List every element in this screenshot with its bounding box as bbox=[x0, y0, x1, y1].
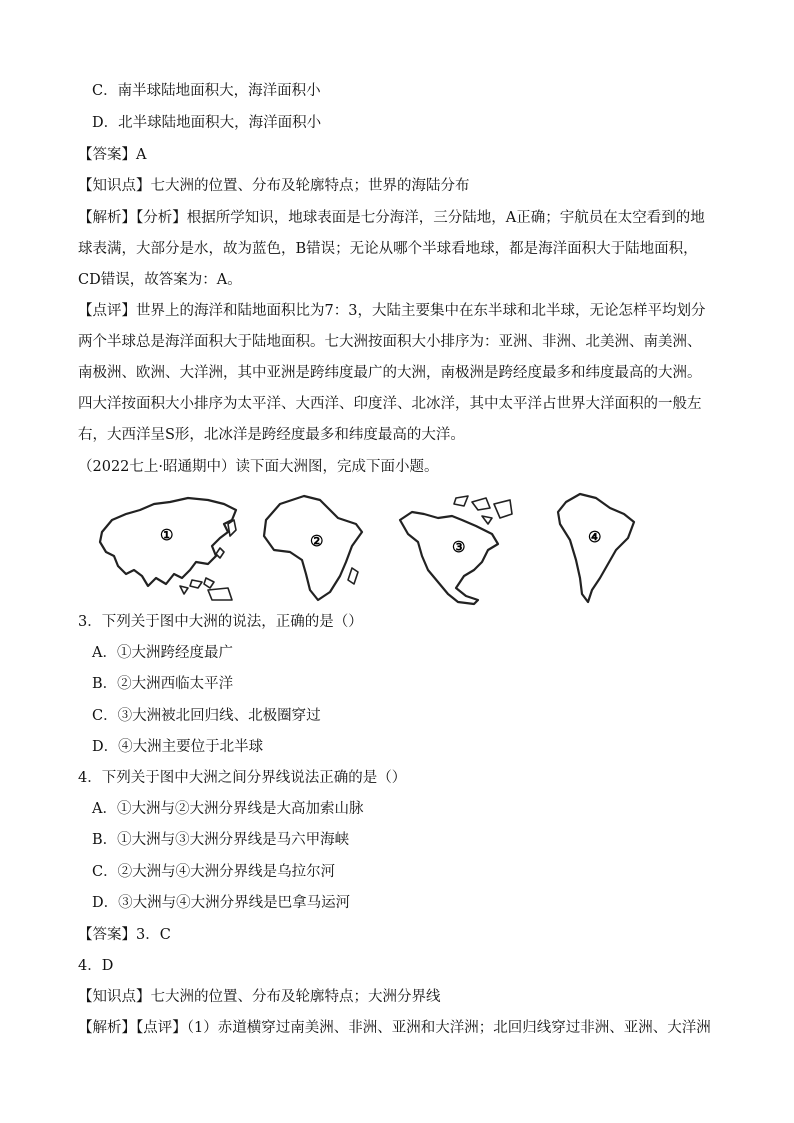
q2-analysis-line-1: 【解析】【分析】根据所学知识，地球表面是七分海洋，三分陆地，A正确；宇航员在太空看到的地 bbox=[78, 210, 705, 226]
q2-answer: 【答案】A bbox=[78, 147, 147, 163]
continent-maps bbox=[96, 490, 656, 608]
q3-q4-analysis: 【解析】【点评】（1）赤道横穿过南美洲、非洲、亚洲和大洋洲；北回归线穿过非洲、亚洲、大洋洲 bbox=[78, 1020, 711, 1036]
map-label-4: ④ bbox=[588, 528, 602, 546]
q3-q4-knowledge-point: 【知识点】七大洲的位置、分布及轮廓特点；大洲分界线 bbox=[78, 989, 441, 1005]
answer-q4: 4．D bbox=[78, 958, 114, 974]
q4-option-d: D．③大洲与④大洲分界线是巴拿马运河 bbox=[92, 895, 351, 911]
q3-option-c: C．③大洲被北回归线、北极圈穿过 bbox=[92, 708, 321, 724]
q2-comment-line-5: 右，大西洋呈S形，北冰洋是跨经度最多和纬度最高的大洋。 bbox=[78, 427, 465, 443]
q2-comment-line-3: 南极洲、欧洲、大洋洲，其中亚洲是跨纬度最广的大洲，南极洲是跨经度最多和纬度最高的大洲。 bbox=[78, 365, 702, 381]
q2-option-c: C．南半球陆地面积大，海洋面积小 bbox=[92, 83, 321, 99]
q2-analysis-line-2: 球表满，大部分是水，故为蓝色，B错误；无论从哪个半球看地球，都是海洋面积大于陆地面积， bbox=[78, 241, 698, 257]
q3-option-a: A．①大洲跨经度最广 bbox=[92, 645, 233, 661]
q4-option-b: B．①大洲与③大洲分界线是马六甲海峡 bbox=[92, 832, 350, 848]
q2-option-d: D．北半球陆地面积大，海洋面积小 bbox=[92, 115, 322, 131]
q4-stem: 4．下列关于图中大洲之间分界线说法正确的是（） bbox=[78, 770, 407, 786]
q4-option-c: C．②大洲与④大洲分界线是乌拉尔河 bbox=[92, 864, 336, 880]
q2-comment-line-1: 【点评】世界上的海洋和陆地面积比为7：3，大陆主要集中在东半球和北半球，无论怎样平均划分 bbox=[78, 303, 706, 319]
q4-option-a: A．①大洲与②大洲分界线是大高加索山脉 bbox=[92, 801, 364, 817]
south-america-map bbox=[552, 490, 652, 608]
q2-analysis-line-3: CD错误，故答案为：A。 bbox=[78, 272, 242, 288]
north-america-map bbox=[394, 490, 524, 608]
map-label-3: ③ bbox=[452, 538, 466, 556]
q2-knowledge-point: 【知识点】七大洲的位置、分布及轮廓特点；世界的海陆分布 bbox=[78, 178, 470, 194]
q3-option-b: B．②大洲西临太平洋 bbox=[92, 676, 234, 692]
africa-map bbox=[260, 490, 370, 608]
map-label-1: ① bbox=[160, 526, 174, 544]
map-label-2: ② bbox=[310, 532, 324, 550]
q3-option-d: D．④大洲主要位于北半球 bbox=[92, 739, 264, 755]
question-group-intro: （2022七上·昭通期中）读下面大洲图，完成下面小题。 bbox=[78, 459, 439, 475]
answer-q3: 【答案】3．C bbox=[78, 927, 171, 943]
asia-map bbox=[96, 490, 246, 602]
q2-comment-line-4: 四大洋按面积大小排序为太平洋、大西洋、印度洋、北冰洋，其中太平洋占世界大洋面积的一般左 bbox=[78, 396, 702, 412]
q2-comment-line-2: 两个半球总是海洋面积大于陆地面积。七大洲按面积大小排序为：亚洲、非洲、北美洲、南美洲、 bbox=[78, 334, 702, 350]
q3-stem: 3．下列关于图中大洲的说法，正确的是（） bbox=[78, 614, 363, 630]
